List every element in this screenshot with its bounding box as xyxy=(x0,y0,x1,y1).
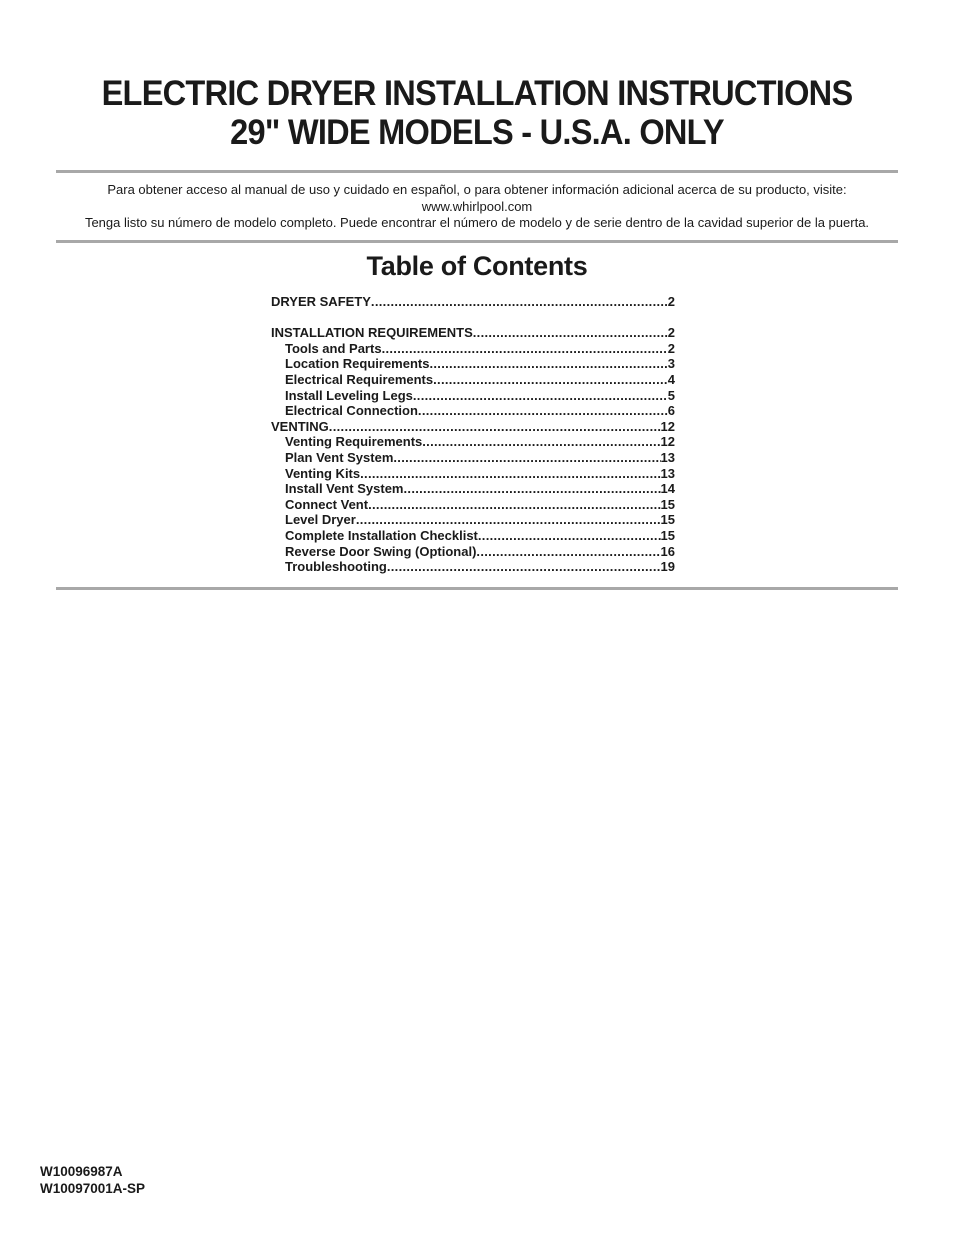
document-numbers xyxy=(40,1163,145,1197)
table-of-contents xyxy=(271,294,675,575)
toc-entry-location-requirements: Location Requirements ..... 3 xyxy=(271,356,675,372)
toc-entry-tools-and-parts: Tools and Parts ..... 2 xyxy=(271,341,675,357)
spanish-notice xyxy=(40,182,914,232)
document-title xyxy=(0,74,954,152)
divider-bottom xyxy=(56,587,898,590)
toc-entry-complete-installation-checklist: Complete Installation Checklist ..... 15 xyxy=(271,528,675,544)
toc-entry-dryer-safety: DRYER SAFETY ..... 2 xyxy=(271,294,675,310)
notice-line-1: Para obtener acceso al manual de uso y cuidado en español, o para obtener información adicional acerca de su producto, visite: xyxy=(107,182,847,197)
toc-entry-venting-requirements: Venting Requirements ..... 12 xyxy=(271,434,675,450)
toc-entry-reverse-door-swing: Reverse Door Swing (Optional) ..... 16 xyxy=(271,544,675,560)
title-line-2: 29" WIDE MODELS - U.S.A. ONLY xyxy=(230,113,724,152)
document-number-2: W10097001A-SP xyxy=(40,1181,146,1196)
toc-entry-level-dryer: Level Dryer ..... 15 xyxy=(271,512,675,528)
toc-entry-electrical-requirements: Electrical Requirements ..... 4 xyxy=(271,372,675,388)
notice-url: www.whirlpool.com xyxy=(421,198,533,214)
toc-entry-venting-kits: Venting Kits ..... 13 xyxy=(271,466,675,482)
toc-entry-electrical-connection: Electrical Connection ..... 6 xyxy=(271,403,675,419)
toc-entry-install-leveling-legs: Install Leveling Legs ..... 5 xyxy=(271,388,675,404)
divider-top xyxy=(56,170,898,173)
toc-entry-install-vent-system: Install Vent System ..... 14 xyxy=(271,481,675,497)
toc-entry-connect-vent: Connect Vent ..... 15 xyxy=(271,497,675,513)
divider-middle xyxy=(56,240,898,243)
title-line-1: ELECTRIC DRYER INSTALLATION INSTRUCTIONS xyxy=(101,74,853,113)
toc-entry-troubleshooting: Troubleshooting ..... 19 xyxy=(271,559,675,575)
notice-line-3: Tenga listo su número de modelo completo. Puede encontrar el número de modelo y de serie dentro de la cavidad superior de la puerta. xyxy=(84,215,870,230)
toc-entry-plan-vent-system: Plan Vent System ..... 13 xyxy=(271,450,675,466)
toc-entry-venting: VENTING ..... 12 xyxy=(271,419,675,435)
toc-entry-installation-requirements: INSTALLATION REQUIREMENTS ..... 2 xyxy=(271,325,675,341)
document-number-1: W10096987A xyxy=(40,1164,123,1179)
toc-heading: Table of Contents xyxy=(366,251,588,281)
